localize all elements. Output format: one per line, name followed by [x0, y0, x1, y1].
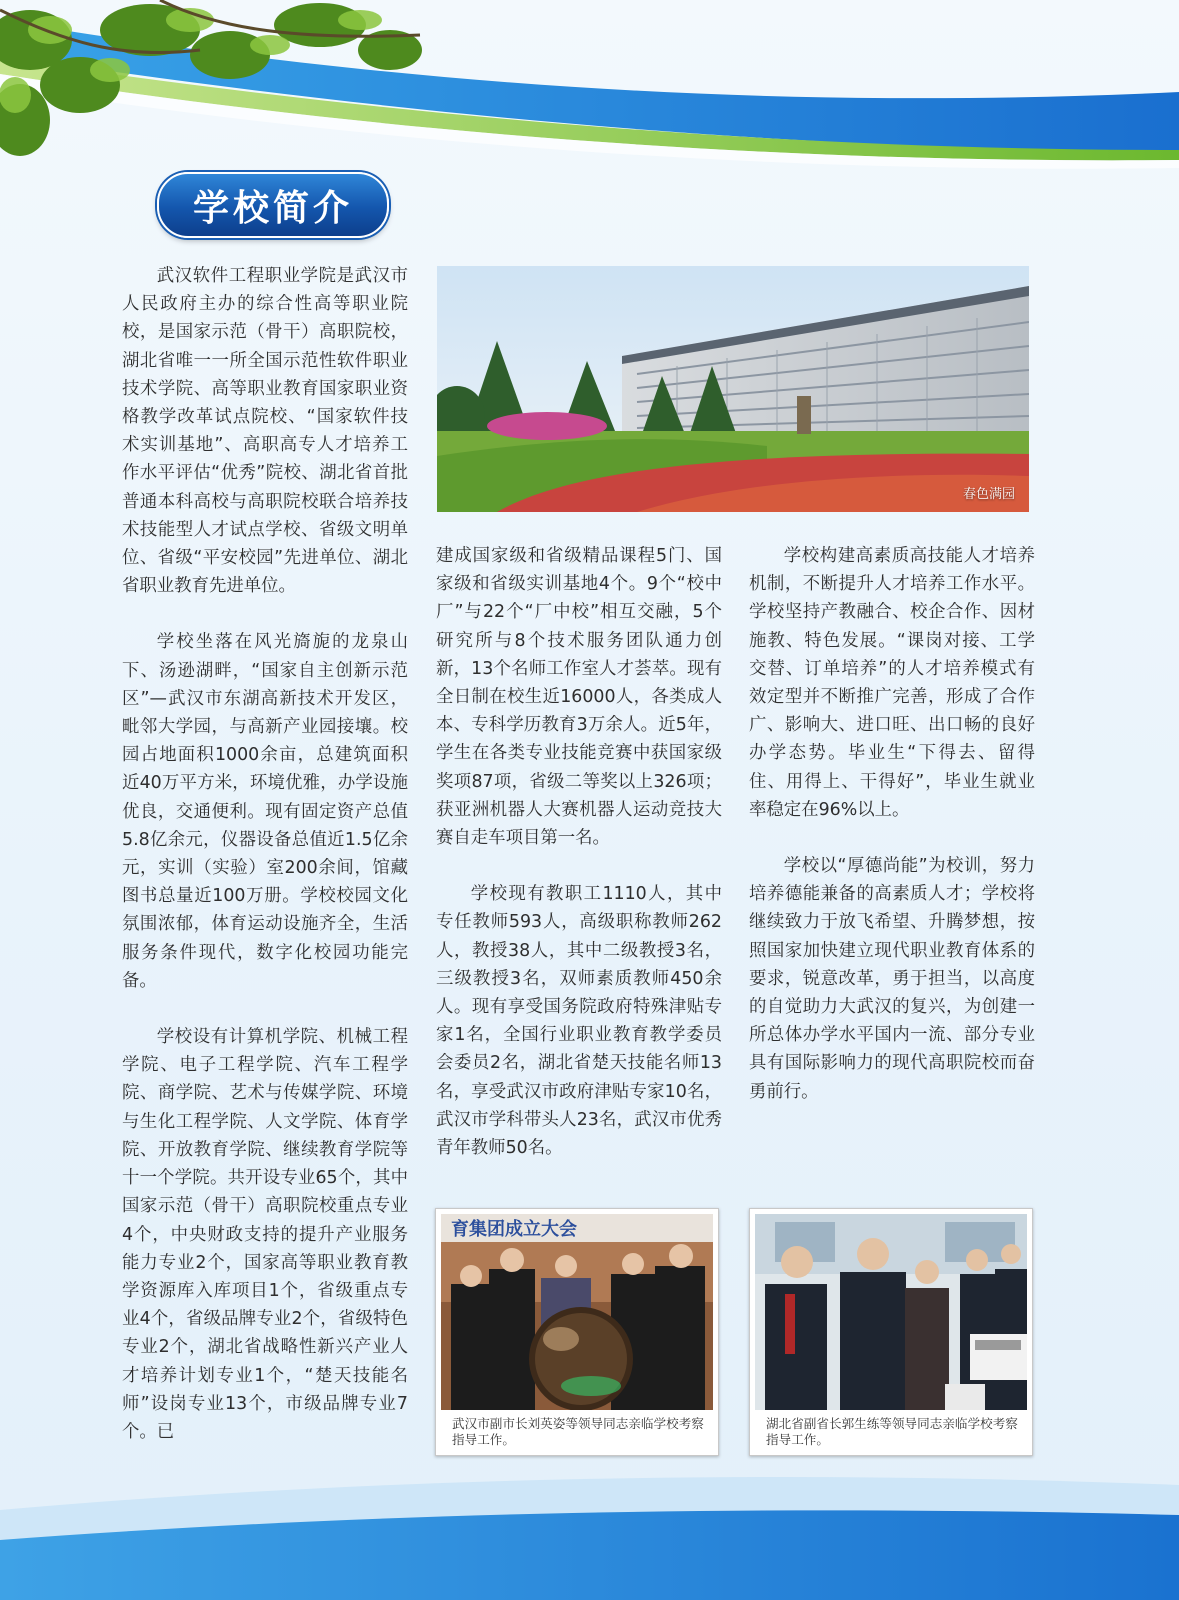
- paragraph-colleges: 学校设有计算机学院、机械工程学院、电子工程学院、汽车工程学院、商学院、艺术与传媒学院、环境与生化工程学院、人文学院、体育学院、开放教育学院、继续教育学院等十一个学院。共开设专业65个，其中国家示范（骨干）高职院校重点专业4个，中央财政支持的提升产业服务能力专业2个，国家高等职业教育教学资源库入库项目1个，省级重点专业4个，省级品牌专业2个，省级特色专业2个，湖北省战略性新兴产业人才培养计划专业1个，“楚天技能名师”设岗专业13个，市级品牌专业7个。已: [122, 1027, 408, 1442]
- campus-photo: [437, 266, 1029, 512]
- inspection-photo: [755, 1214, 1027, 1410]
- leaves-decoration: [0, 0, 440, 180]
- section-title: 学校简介: [157, 172, 389, 238]
- paragraph-training: 学校构建高素质高技能人才培养机制，不断提升人才培养工作水平。学校坚持产教融合、校企合作、因材施教、特色发展。“课岗对接、工学交替、订单培养”的人才培养模式有效定型并不断推广完善，形成了合作广、影响大、进口旺、出口畅的良好办学态势。毕业生“下得去、留得住、用得上、干得好”，毕业生就业率稳定在96%以上。: [749, 546, 1035, 820]
- paragraph-intro: 武汉软件工程职业学院是武汉市人民政府主办的综合性高等职业院校，是国家示范（骨干）高职院校，湖北省唯一一所全国示范性软件职业技术学院、高等职业教育国家职业资格教学改革试点院校、“国家软件技术实训基地”、高职高专人才培养工作水平评估“优秀”院校、湖北省首批普通本科高校与高职院校联合培养技术技能型人才试点学校、省级文明单位、省级“平安校园”先进单位、湖北省职业教育先进单位。: [122, 266, 408, 597]
- text-column-2: [436, 542, 722, 1190]
- campus-photo-image: [437, 266, 1029, 512]
- campus-photo-caption: 春色满园: [962, 487, 1015, 502]
- photo-frame-ceremony: [435, 1208, 719, 1456]
- paragraph-location: 学校坐落在风光旖旎的龙泉山下、汤逊湖畔，“国家自主创新示范区”—武汉市东湖高新技术开发区，毗邻大学园，与高新产业园接壤。校园占地面积1000余亩，总建筑面积近40万平方米，环境优雅，办学设施优良，交通便利。现有固定资产总值5.8亿余元，仪器设备总值近1.5亿余元，实训（实验）室200余间，馆藏图书总量近100万册。学校校园文化氛围浓郁，体育运动设施齐全，生活服务条件现代，数字化校园功能完备。: [122, 632, 408, 991]
- text-column-1: [122, 262, 408, 1474]
- footer-band: [0, 1470, 1179, 1600]
- photo-frame-inspection: [749, 1208, 1033, 1456]
- ceremony-photo: [441, 1214, 713, 1410]
- paragraph-motto: 学校以“厚德尚能”为校训，努力培养德能兼备的高素质人才；学校将继续致力于放飞希望、升腾梦想，按照国家加快建立现代职业教育体系的要求，锐意改革，勇于担当，以高度的自觉助力大武汉的复兴，为创建一所总体办学水平国内一流、部分专业具有国际影响力的现代高职院校而奋勇前行。: [749, 856, 1035, 1102]
- text-column-3: [749, 542, 1035, 1134]
- paragraph-faculty: 学校现有教职工1110人，其中专任教师593人，高级职称教师262人，教授38人，其中二级教授3名，三级教授3名，双师素质教师450余人。现有享受国务院政府特殊津贴专家1名，全国行业职业教育教学委员会委员2名，湖北省楚天技能名师13名，享受武汉市政府津贴专家10名，武汉市学科带头人23名，武汉市优秀青年教师50名。: [436, 884, 722, 1159]
- ceremony-photo-caption: 武汉市副市长刘英姿等领导同志亲临学校考察指导工作。: [452, 1416, 704, 1447]
- paragraph-courses: 建成国家级和省级精品课程5门、国家级和省级实训基地4个。9个“校中厂”与22个“厂中校”相互交融，5个研究所与8个技术服务团队通力创新，13个名师工作室人才荟萃。现有全日制在校生近16000人，各类成人本、专科学历教育3万余人。近5年，学生在各类专业技能竞赛中获国家级奖项87项，省级二等奖以上326项；获亚洲机器人大赛机器人运动竞技大赛自走车项目第一名。: [436, 546, 722, 849]
- inspection-photo-caption: 湖北省副省长郭生练等领导同志亲临学校考察指导工作。: [766, 1416, 1018, 1447]
- ceremony-banner-text: 育集团成立大会: [451, 1219, 577, 1240]
